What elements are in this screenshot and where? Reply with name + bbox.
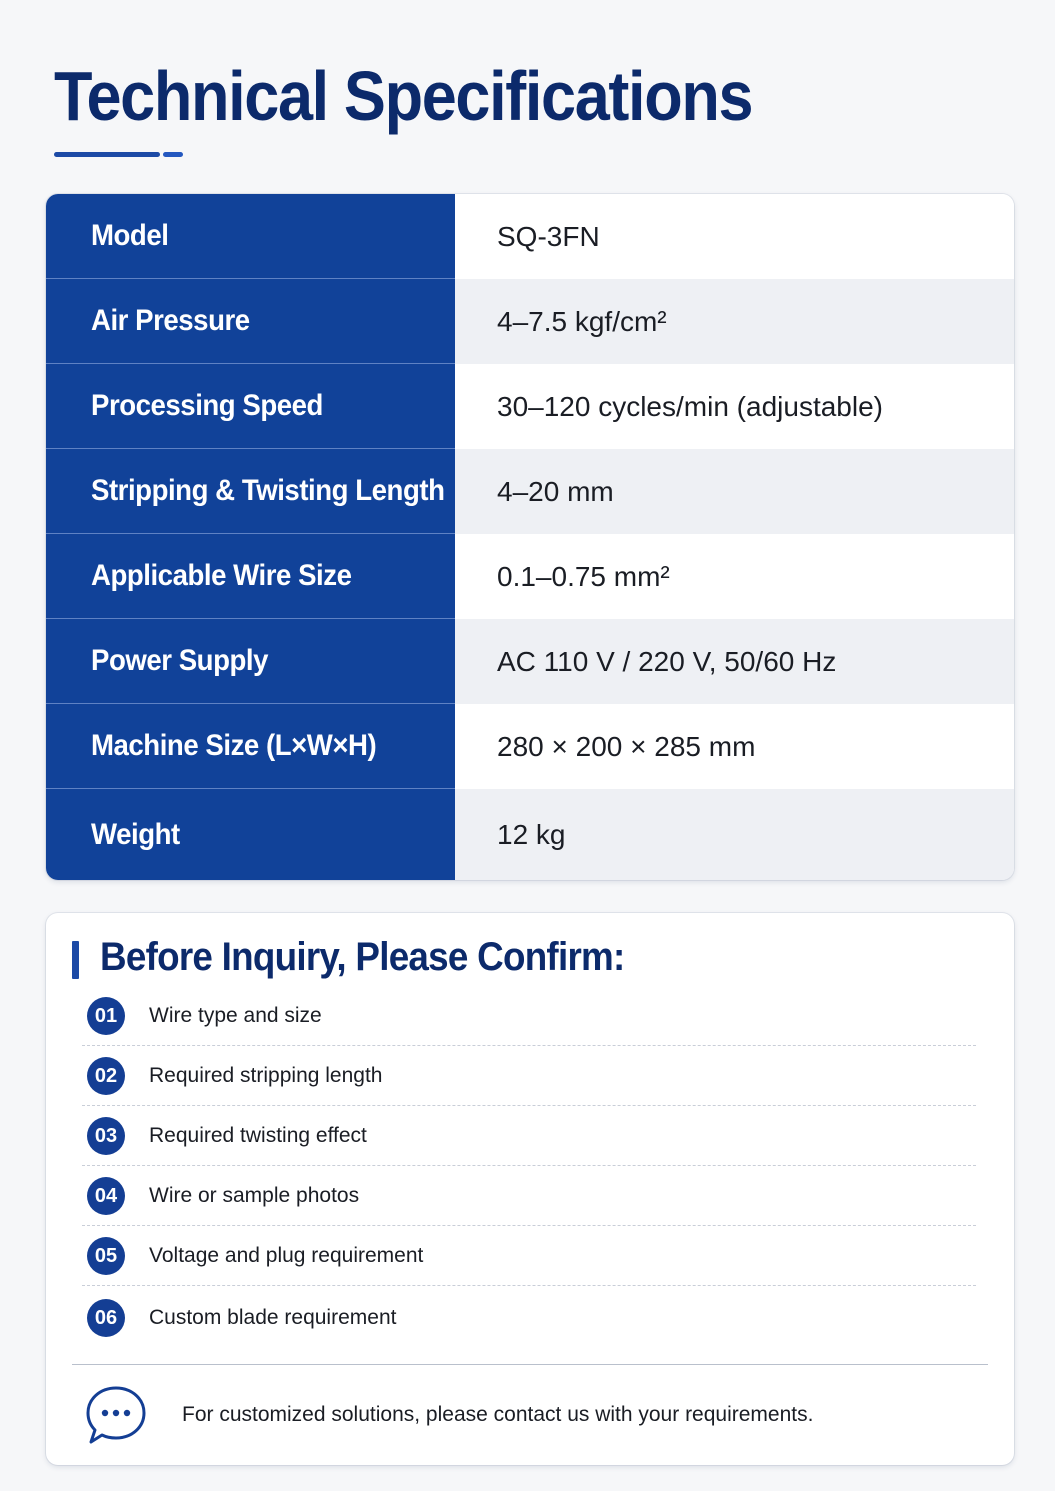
spec-value: 4–7.5 kgf/cm² (455, 279, 1014, 364)
list-item (82, 1226, 976, 1286)
spec-table (46, 194, 1014, 880)
list-item-text: Required stripping length (149, 1064, 383, 1087)
title-underline-accent (163, 152, 183, 157)
number-badge: 06 (87, 1299, 125, 1337)
list-item-text: Voltage and plug requirement (149, 1244, 424, 1267)
spec-row-wire-size (46, 534, 1014, 619)
spec-row-stripping-length (46, 449, 1014, 534)
list-item-text: Required twisting effect (149, 1124, 367, 1147)
spec-value: AC 110 V / 220 V, 50/60 Hz (455, 619, 1014, 704)
list-item-text: Wire type and size (149, 1004, 322, 1027)
list-item (82, 1288, 976, 1348)
spec-label (46, 789, 455, 880)
number-badge: 04 (87, 1177, 125, 1215)
number-badge: 02 (87, 1057, 125, 1095)
confirm-title: Before Inquiry, Please Confirm: (100, 935, 625, 979)
list-item (82, 1046, 976, 1106)
number-badge: 01 (87, 997, 125, 1035)
spec-value: 30–120 cycles/min (adjustable) (455, 364, 1014, 449)
spec-label-text: Weight (91, 817, 180, 851)
spec-value: SQ-3FN (455, 194, 1014, 279)
chat-bubble-icon (84, 1383, 148, 1447)
spec-label-text: Stripping & Twisting Length (91, 474, 445, 507)
list-item (82, 986, 976, 1046)
spec-label-text: Applicable Wire Size (91, 559, 352, 592)
spec-label-text: Power Supply (91, 644, 268, 677)
spec-row-weight (46, 789, 1014, 880)
list-item (82, 1166, 976, 1226)
footer-contact-text: For customized solutions, please contact us with your requirements. (182, 1403, 814, 1426)
title-underline (54, 152, 160, 157)
spec-label (46, 194, 455, 279)
list-item-text: Wire or sample photos (149, 1184, 360, 1207)
spec-value: 280 × 200 × 285 mm (455, 704, 1014, 789)
spec-label-text: Processing Speed (91, 389, 323, 422)
spec-label (46, 534, 455, 619)
spec-row-processing-speed (46, 364, 1014, 449)
spec-value: 12 kg (455, 789, 1014, 880)
spec-label (46, 279, 455, 364)
spec-label (46, 704, 455, 789)
spec-label (46, 619, 455, 704)
number-badge: 05 (87, 1237, 125, 1275)
spec-row-machine-size (46, 704, 1014, 789)
list-item (82, 1106, 976, 1166)
section-accent-bar (72, 941, 79, 979)
spec-label-text: Air Pressure (91, 304, 250, 337)
spec-row-air-pressure (46, 279, 1014, 364)
spec-label (46, 364, 455, 449)
spec-label-text: Model (91, 219, 169, 252)
spec-value: 4–20 mm (455, 449, 1014, 534)
footer-divider (72, 1364, 988, 1365)
inquiry-confirm-card (46, 913, 1014, 1465)
spec-row-model (46, 194, 1014, 279)
spec-value: 0.1–0.75 mm² (455, 534, 1014, 619)
page-title: Technical Specifications (54, 57, 753, 135)
spec-label (46, 449, 455, 534)
spec-label-text: Machine Size (L×W×H) (91, 729, 377, 762)
number-badge: 03 (87, 1117, 125, 1155)
spec-row-power-supply (46, 619, 1014, 704)
list-item-text: Custom blade requirement (149, 1306, 397, 1329)
